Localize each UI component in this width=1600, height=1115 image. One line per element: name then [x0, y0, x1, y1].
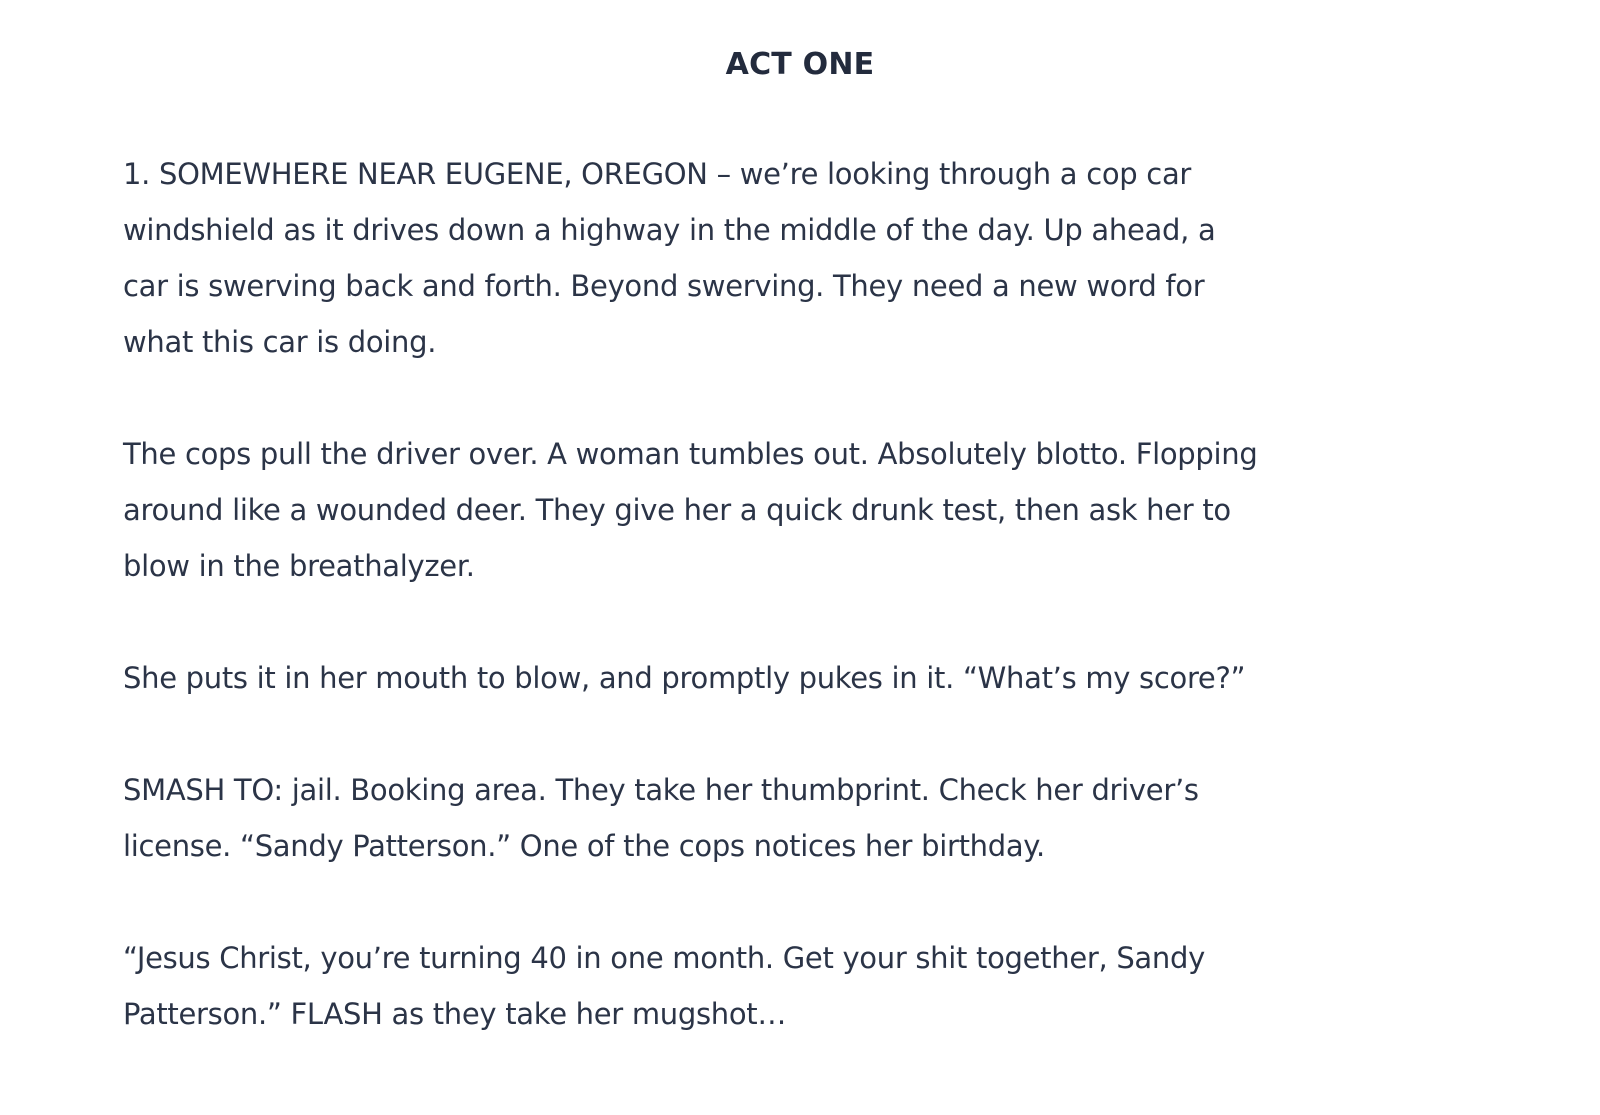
paragraph-breathalyzer: She puts it in her mouth to blow, and promptly pukes in it. “What’s my score?” [123, 661, 1246, 695]
act-heading: ACT ONE [725, 47, 875, 82]
paragraph-traffic-stop: The cops pull the driver over. A woman tumbles out. Absolutely blotto. Flopping around like a wounded deer. They give her a quick drunk test, then ask her to blow in the breathalyzer. [123, 437, 1258, 583]
script-body [123, 146, 1263, 1042]
paragraph-mugshot: “Jesus Christ, you’re turning 40 in one month. Get your shit together, Sandy Patterson.” FLASH as they take her mugshot… [123, 941, 1205, 1031]
paragraph-scene-opening: 1. SOMEWHERE NEAR EUGENE, OREGON – we’re looking through a cop car windshield as it drives down a highway in the middle of the day. Up ahead, a car is swerving back and forth. Beyond swerving. They need a new word for what this car is doing. [123, 157, 1216, 359]
paragraph-booking: SMASH TO: jail. Booking area. They take her thumbprint. Check her driver’s license. “Sandy Patterson.” One of the cops notices her birthday. [123, 773, 1199, 863]
